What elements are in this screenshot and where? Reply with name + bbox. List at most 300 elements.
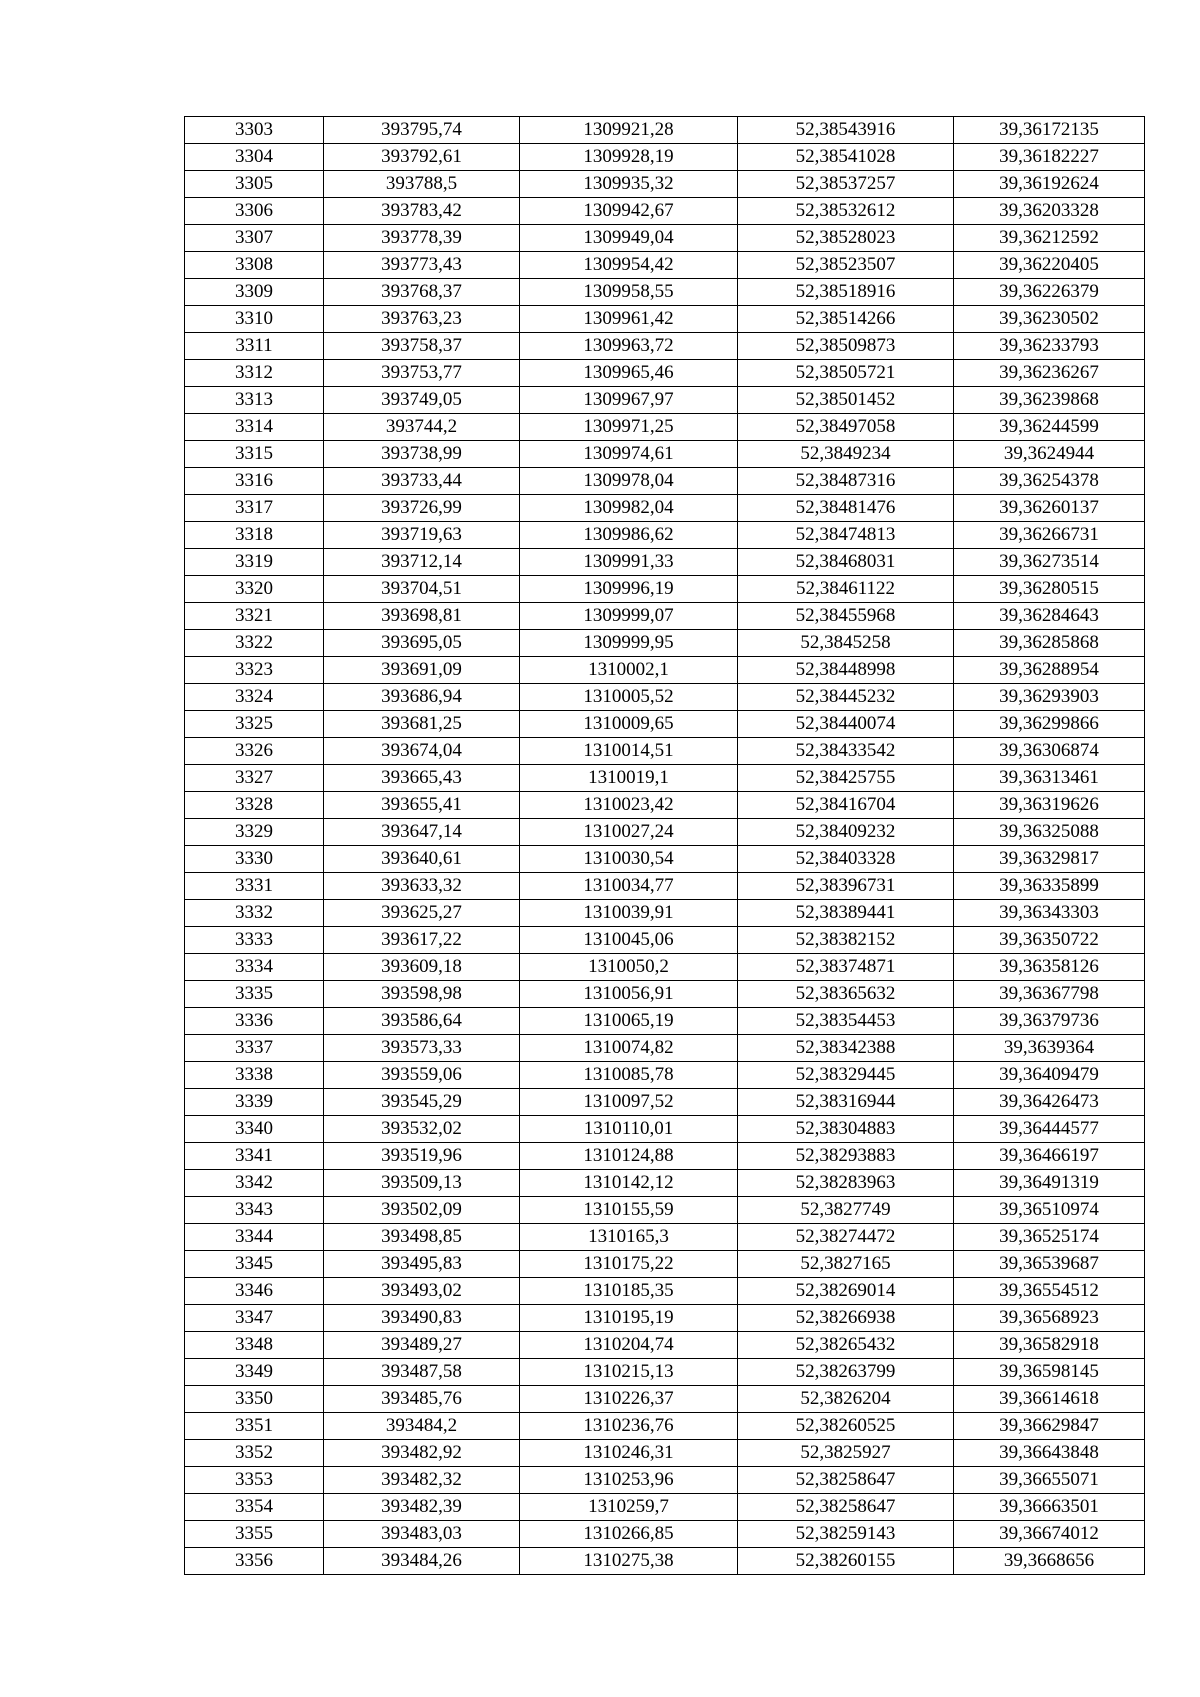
point-number-cell: 3343 — [185, 1197, 324, 1224]
x-coordinate-cell: 393484,2 — [324, 1413, 520, 1440]
x-coordinate-cell: 393698,81 — [324, 603, 520, 630]
latitude-cell: 52,38514266 — [738, 306, 954, 333]
table-row — [185, 1440, 1145, 1467]
point-number-cell: 3311 — [185, 333, 324, 360]
longitude-cell: 39,36598145 — [954, 1359, 1145, 1386]
latitude-cell: 52,38455968 — [738, 603, 954, 630]
latitude-cell: 52,38481476 — [738, 495, 954, 522]
table-row — [185, 900, 1145, 927]
table-row — [185, 819, 1145, 846]
x-coordinate-cell: 393490,83 — [324, 1305, 520, 1332]
latitude-cell: 52,38316944 — [738, 1089, 954, 1116]
y-coordinate-cell: 1309928,19 — [520, 144, 738, 171]
x-coordinate-cell: 393792,61 — [324, 144, 520, 171]
table-row — [185, 1359, 1145, 1386]
x-coordinate-cell: 393487,58 — [324, 1359, 520, 1386]
point-number-cell: 3341 — [185, 1143, 324, 1170]
latitude-cell: 52,38283963 — [738, 1170, 954, 1197]
point-number-cell: 3327 — [185, 765, 324, 792]
table-row — [185, 1494, 1145, 1521]
point-number-cell: 3347 — [185, 1305, 324, 1332]
y-coordinate-cell: 1310110,01 — [520, 1116, 738, 1143]
table-row — [185, 144, 1145, 171]
point-number-cell: 3333 — [185, 927, 324, 954]
x-coordinate-cell: 393686,94 — [324, 684, 520, 711]
point-number-cell: 3304 — [185, 144, 324, 171]
point-number-cell: 3323 — [185, 657, 324, 684]
x-coordinate-cell: 393495,83 — [324, 1251, 520, 1278]
y-coordinate-cell: 1309954,42 — [520, 252, 738, 279]
longitude-cell: 39,36444577 — [954, 1116, 1145, 1143]
coordinates-table — [184, 116, 1145, 1575]
latitude-cell: 52,38365632 — [738, 981, 954, 1008]
table-row — [185, 414, 1145, 441]
point-number-cell: 3314 — [185, 414, 324, 441]
y-coordinate-cell: 1310009,65 — [520, 711, 738, 738]
y-coordinate-cell: 1310085,78 — [520, 1062, 738, 1089]
x-coordinate-cell: 393559,06 — [324, 1062, 520, 1089]
point-number-cell: 3340 — [185, 1116, 324, 1143]
x-coordinate-cell: 393674,04 — [324, 738, 520, 765]
latitude-cell: 52,38448998 — [738, 657, 954, 684]
point-number-cell: 3321 — [185, 603, 324, 630]
point-number-cell: 3337 — [185, 1035, 324, 1062]
point-number-cell: 3305 — [185, 171, 324, 198]
table-row — [185, 684, 1145, 711]
x-coordinate-cell: 393733,44 — [324, 468, 520, 495]
x-coordinate-cell: 393625,27 — [324, 900, 520, 927]
table-row — [185, 765, 1145, 792]
x-coordinate-cell: 393493,02 — [324, 1278, 520, 1305]
latitude-cell: 52,38543916 — [738, 117, 954, 144]
latitude-cell: 52,38329445 — [738, 1062, 954, 1089]
y-coordinate-cell: 1310124,88 — [520, 1143, 738, 1170]
point-number-cell: 3316 — [185, 468, 324, 495]
table-row — [185, 306, 1145, 333]
latitude-cell: 52,38396731 — [738, 873, 954, 900]
latitude-cell: 52,38532612 — [738, 198, 954, 225]
latitude-cell: 52,38433542 — [738, 738, 954, 765]
longitude-cell: 39,36367798 — [954, 981, 1145, 1008]
y-coordinate-cell: 1310074,82 — [520, 1035, 738, 1062]
x-coordinate-cell: 393788,5 — [324, 171, 520, 198]
longitude-cell: 39,36233793 — [954, 333, 1145, 360]
table-row — [185, 1413, 1145, 1440]
latitude-cell: 52,38487316 — [738, 468, 954, 495]
x-coordinate-cell: 393744,2 — [324, 414, 520, 441]
x-coordinate-cell: 393498,85 — [324, 1224, 520, 1251]
x-coordinate-cell: 393640,61 — [324, 846, 520, 873]
x-coordinate-cell: 393712,14 — [324, 549, 520, 576]
longitude-cell: 39,36466197 — [954, 1143, 1145, 1170]
point-number-cell: 3313 — [185, 387, 324, 414]
table-row — [185, 981, 1145, 1008]
latitude-cell: 52,38505721 — [738, 360, 954, 387]
latitude-cell: 52,3849234 — [738, 441, 954, 468]
latitude-cell: 52,38382152 — [738, 927, 954, 954]
point-number-cell: 3306 — [185, 198, 324, 225]
table-row — [185, 1089, 1145, 1116]
y-coordinate-cell: 1309942,67 — [520, 198, 738, 225]
table-row — [185, 1332, 1145, 1359]
point-number-cell: 3344 — [185, 1224, 324, 1251]
table-row — [185, 387, 1145, 414]
latitude-cell: 52,38258647 — [738, 1494, 954, 1521]
point-number-cell: 3325 — [185, 711, 324, 738]
x-coordinate-cell: 393609,18 — [324, 954, 520, 981]
table-row — [185, 1521, 1145, 1548]
table-row — [185, 495, 1145, 522]
table-row — [185, 711, 1145, 738]
point-number-cell: 3307 — [185, 225, 324, 252]
longitude-cell: 39,36614618 — [954, 1386, 1145, 1413]
y-coordinate-cell: 1310165,3 — [520, 1224, 738, 1251]
y-coordinate-cell: 1309971,25 — [520, 414, 738, 441]
y-coordinate-cell: 1309963,72 — [520, 333, 738, 360]
y-coordinate-cell: 1310023,42 — [520, 792, 738, 819]
point-number-cell: 3330 — [185, 846, 324, 873]
latitude-cell: 52,38528023 — [738, 225, 954, 252]
latitude-cell: 52,3827165 — [738, 1251, 954, 1278]
latitude-cell: 52,38269014 — [738, 1278, 954, 1305]
longitude-cell: 39,36244599 — [954, 414, 1145, 441]
longitude-cell: 39,36260137 — [954, 495, 1145, 522]
longitude-cell: 39,36230502 — [954, 306, 1145, 333]
x-coordinate-cell: 393633,32 — [324, 873, 520, 900]
table-row — [185, 1251, 1145, 1278]
y-coordinate-cell: 1309974,61 — [520, 441, 738, 468]
latitude-cell: 52,38258647 — [738, 1467, 954, 1494]
longitude-cell: 39,36358126 — [954, 954, 1145, 981]
point-number-cell: 3351 — [185, 1413, 324, 1440]
x-coordinate-cell: 393519,96 — [324, 1143, 520, 1170]
longitude-cell: 39,36203328 — [954, 198, 1145, 225]
point-number-cell: 3309 — [185, 279, 324, 306]
y-coordinate-cell: 1309978,04 — [520, 468, 738, 495]
table-row — [185, 738, 1145, 765]
x-coordinate-cell: 393489,27 — [324, 1332, 520, 1359]
y-coordinate-cell: 1310002,1 — [520, 657, 738, 684]
table-row — [185, 1008, 1145, 1035]
y-coordinate-cell: 1309967,97 — [520, 387, 738, 414]
table-row — [185, 954, 1145, 981]
point-number-cell: 3315 — [185, 441, 324, 468]
latitude-cell: 52,38274472 — [738, 1224, 954, 1251]
y-coordinate-cell: 1310215,13 — [520, 1359, 738, 1386]
x-coordinate-cell: 393598,98 — [324, 981, 520, 1008]
longitude-cell: 39,36629847 — [954, 1413, 1145, 1440]
x-coordinate-cell: 393483,03 — [324, 1521, 520, 1548]
y-coordinate-cell: 1309949,04 — [520, 225, 738, 252]
longitude-cell: 39,36226379 — [954, 279, 1145, 306]
longitude-cell: 39,3639364 — [954, 1035, 1145, 1062]
y-coordinate-cell: 1310226,37 — [520, 1386, 738, 1413]
longitude-cell: 39,36325088 — [954, 819, 1145, 846]
y-coordinate-cell: 1310246,31 — [520, 1440, 738, 1467]
longitude-cell: 39,36343303 — [954, 900, 1145, 927]
point-number-cell: 3346 — [185, 1278, 324, 1305]
longitude-cell: 39,36212592 — [954, 225, 1145, 252]
latitude-cell: 52,38293883 — [738, 1143, 954, 1170]
point-number-cell: 3342 — [185, 1170, 324, 1197]
longitude-cell: 39,36239868 — [954, 387, 1145, 414]
x-coordinate-cell: 393749,05 — [324, 387, 520, 414]
x-coordinate-cell: 393695,05 — [324, 630, 520, 657]
y-coordinate-cell: 1310050,2 — [520, 954, 738, 981]
table-row — [185, 198, 1145, 225]
point-number-cell: 3324 — [185, 684, 324, 711]
point-number-cell: 3318 — [185, 522, 324, 549]
x-coordinate-cell: 393726,99 — [324, 495, 520, 522]
table-row — [185, 1143, 1145, 1170]
latitude-cell: 52,38497058 — [738, 414, 954, 441]
point-number-cell: 3317 — [185, 495, 324, 522]
x-coordinate-cell: 393758,37 — [324, 333, 520, 360]
latitude-cell: 52,38440074 — [738, 711, 954, 738]
y-coordinate-cell: 1309961,42 — [520, 306, 738, 333]
y-coordinate-cell: 1310275,38 — [520, 1548, 738, 1575]
point-number-cell: 3328 — [185, 792, 324, 819]
latitude-cell: 52,38537257 — [738, 171, 954, 198]
table-row — [185, 225, 1145, 252]
table-row — [185, 1386, 1145, 1413]
longitude-cell: 39,36663501 — [954, 1494, 1145, 1521]
point-number-cell: 3336 — [185, 1008, 324, 1035]
y-coordinate-cell: 1309991,33 — [520, 549, 738, 576]
point-number-cell: 3338 — [185, 1062, 324, 1089]
point-number-cell: 3331 — [185, 873, 324, 900]
table-row — [185, 630, 1145, 657]
longitude-cell: 39,36379736 — [954, 1008, 1145, 1035]
y-coordinate-cell: 1310045,06 — [520, 927, 738, 954]
x-coordinate-cell: 393704,51 — [324, 576, 520, 603]
longitude-cell: 39,36284643 — [954, 603, 1145, 630]
x-coordinate-cell: 393753,77 — [324, 360, 520, 387]
y-coordinate-cell: 1310065,19 — [520, 1008, 738, 1035]
y-coordinate-cell: 1310014,51 — [520, 738, 738, 765]
y-coordinate-cell: 1309935,32 — [520, 171, 738, 198]
longitude-cell: 39,36306874 — [954, 738, 1145, 765]
latitude-cell: 52,38354453 — [738, 1008, 954, 1035]
latitude-cell: 52,38259143 — [738, 1521, 954, 1548]
point-number-cell: 3329 — [185, 819, 324, 846]
point-number-cell: 3312 — [185, 360, 324, 387]
point-number-cell: 3310 — [185, 306, 324, 333]
table-row — [185, 279, 1145, 306]
latitude-cell: 52,38523507 — [738, 252, 954, 279]
longitude-cell: 39,36273514 — [954, 549, 1145, 576]
coordinates-table-body — [185, 117, 1145, 1575]
table-row — [185, 522, 1145, 549]
table-row — [185, 252, 1145, 279]
table-row — [185, 1170, 1145, 1197]
latitude-cell: 52,38541028 — [738, 144, 954, 171]
table-row — [185, 468, 1145, 495]
point-number-cell: 3308 — [185, 252, 324, 279]
table-row — [185, 1062, 1145, 1089]
table-row — [185, 1278, 1145, 1305]
latitude-cell: 52,38425755 — [738, 765, 954, 792]
longitude-cell: 39,36491319 — [954, 1170, 1145, 1197]
point-number-cell: 3322 — [185, 630, 324, 657]
x-coordinate-cell: 393778,39 — [324, 225, 520, 252]
table-row — [185, 1305, 1145, 1332]
latitude-cell: 52,38461122 — [738, 576, 954, 603]
y-coordinate-cell: 1310019,1 — [520, 765, 738, 792]
point-number-cell: 3355 — [185, 1521, 324, 1548]
point-number-cell: 3350 — [185, 1386, 324, 1413]
point-number-cell: 3320 — [185, 576, 324, 603]
table-row — [185, 657, 1145, 684]
table-row — [185, 873, 1145, 900]
longitude-cell: 39,36539687 — [954, 1251, 1145, 1278]
y-coordinate-cell: 1310056,91 — [520, 981, 738, 1008]
x-coordinate-cell: 393783,42 — [324, 198, 520, 225]
y-coordinate-cell: 1309921,28 — [520, 117, 738, 144]
table-row — [185, 117, 1145, 144]
point-number-cell: 3332 — [185, 900, 324, 927]
x-coordinate-cell: 393586,64 — [324, 1008, 520, 1035]
y-coordinate-cell: 1309986,62 — [520, 522, 738, 549]
y-coordinate-cell: 1309965,46 — [520, 360, 738, 387]
table-row — [185, 1467, 1145, 1494]
y-coordinate-cell: 1310027,24 — [520, 819, 738, 846]
longitude-cell: 39,36350722 — [954, 927, 1145, 954]
latitude-cell: 52,38509873 — [738, 333, 954, 360]
y-coordinate-cell: 1310185,35 — [520, 1278, 738, 1305]
x-coordinate-cell: 393773,43 — [324, 252, 520, 279]
table-row — [185, 441, 1145, 468]
latitude-cell: 52,3825927 — [738, 1440, 954, 1467]
y-coordinate-cell: 1310175,22 — [520, 1251, 738, 1278]
x-coordinate-cell: 393768,37 — [324, 279, 520, 306]
table-row — [185, 360, 1145, 387]
x-coordinate-cell: 393573,33 — [324, 1035, 520, 1062]
longitude-cell: 39,36582918 — [954, 1332, 1145, 1359]
point-number-cell: 3326 — [185, 738, 324, 765]
x-coordinate-cell: 393647,14 — [324, 819, 520, 846]
longitude-cell: 39,36293903 — [954, 684, 1145, 711]
y-coordinate-cell: 1310034,77 — [520, 873, 738, 900]
point-number-cell: 3349 — [185, 1359, 324, 1386]
x-coordinate-cell: 393509,13 — [324, 1170, 520, 1197]
latitude-cell: 52,3826204 — [738, 1386, 954, 1413]
point-number-cell: 3334 — [185, 954, 324, 981]
longitude-cell: 39,36409479 — [954, 1062, 1145, 1089]
table-row — [185, 333, 1145, 360]
x-coordinate-cell: 393655,41 — [324, 792, 520, 819]
point-number-cell: 3356 — [185, 1548, 324, 1575]
point-number-cell: 3303 — [185, 117, 324, 144]
longitude-cell: 39,36313461 — [954, 765, 1145, 792]
y-coordinate-cell: 1310236,76 — [520, 1413, 738, 1440]
longitude-cell: 39,36254378 — [954, 468, 1145, 495]
table-row — [185, 549, 1145, 576]
y-coordinate-cell: 1309999,07 — [520, 603, 738, 630]
latitude-cell: 52,38389441 — [738, 900, 954, 927]
longitude-cell: 39,3624944 — [954, 441, 1145, 468]
table-row — [185, 846, 1145, 873]
latitude-cell: 52,38468031 — [738, 549, 954, 576]
longitude-cell: 39,36554512 — [954, 1278, 1145, 1305]
latitude-cell: 52,38374871 — [738, 954, 954, 981]
table-row — [185, 1548, 1145, 1575]
y-coordinate-cell: 1310266,85 — [520, 1521, 738, 1548]
latitude-cell: 52,38342388 — [738, 1035, 954, 1062]
x-coordinate-cell: 393738,99 — [324, 441, 520, 468]
point-number-cell: 3339 — [185, 1089, 324, 1116]
longitude-cell: 39,36643848 — [954, 1440, 1145, 1467]
longitude-cell: 39,36192624 — [954, 171, 1145, 198]
x-coordinate-cell: 393691,09 — [324, 657, 520, 684]
point-number-cell: 3354 — [185, 1494, 324, 1521]
x-coordinate-cell: 393482,39 — [324, 1494, 520, 1521]
latitude-cell: 52,38416704 — [738, 792, 954, 819]
x-coordinate-cell: 393665,43 — [324, 765, 520, 792]
x-coordinate-cell: 393681,25 — [324, 711, 520, 738]
longitude-cell: 39,36299866 — [954, 711, 1145, 738]
longitude-cell: 39,36220405 — [954, 252, 1145, 279]
point-number-cell: 3352 — [185, 1440, 324, 1467]
y-coordinate-cell: 1310097,52 — [520, 1089, 738, 1116]
x-coordinate-cell: 393795,74 — [324, 117, 520, 144]
longitude-cell: 39,36568923 — [954, 1305, 1145, 1332]
table-row — [185, 171, 1145, 198]
x-coordinate-cell: 393532,02 — [324, 1116, 520, 1143]
latitude-cell: 52,38260525 — [738, 1413, 954, 1440]
x-coordinate-cell: 393719,63 — [324, 522, 520, 549]
longitude-cell: 39,36280515 — [954, 576, 1145, 603]
point-number-cell: 3319 — [185, 549, 324, 576]
table-row — [185, 1116, 1145, 1143]
longitude-cell: 39,36329817 — [954, 846, 1145, 873]
y-coordinate-cell: 1310155,59 — [520, 1197, 738, 1224]
y-coordinate-cell: 1309958,55 — [520, 279, 738, 306]
longitude-cell: 39,36525174 — [954, 1224, 1145, 1251]
latitude-cell: 52,38518916 — [738, 279, 954, 306]
longitude-cell: 39,36335899 — [954, 873, 1145, 900]
latitude-cell: 52,38304883 — [738, 1116, 954, 1143]
table-row — [185, 1197, 1145, 1224]
point-number-cell: 3345 — [185, 1251, 324, 1278]
x-coordinate-cell: 393484,26 — [324, 1548, 520, 1575]
latitude-cell: 52,38474813 — [738, 522, 954, 549]
y-coordinate-cell: 1310030,54 — [520, 846, 738, 873]
y-coordinate-cell: 1310259,7 — [520, 1494, 738, 1521]
y-coordinate-cell: 1310039,91 — [520, 900, 738, 927]
x-coordinate-cell: 393502,09 — [324, 1197, 520, 1224]
latitude-cell: 52,38403328 — [738, 846, 954, 873]
latitude-cell: 52,38260155 — [738, 1548, 954, 1575]
table-row — [185, 576, 1145, 603]
x-coordinate-cell: 393482,32 — [324, 1467, 520, 1494]
longitude-cell: 39,36285868 — [954, 630, 1145, 657]
table-row — [185, 1224, 1145, 1251]
longitude-cell: 39,3668656 — [954, 1548, 1145, 1575]
y-coordinate-cell: 1310204,74 — [520, 1332, 738, 1359]
longitude-cell: 39,36319626 — [954, 792, 1145, 819]
x-coordinate-cell: 393617,22 — [324, 927, 520, 954]
table-row — [185, 927, 1145, 954]
longitude-cell: 39,36266731 — [954, 522, 1145, 549]
point-number-cell: 3353 — [185, 1467, 324, 1494]
longitude-cell: 39,36674012 — [954, 1521, 1145, 1548]
latitude-cell: 52,38265432 — [738, 1332, 954, 1359]
point-number-cell: 3348 — [185, 1332, 324, 1359]
longitude-cell: 39,36426473 — [954, 1089, 1145, 1116]
latitude-cell: 52,38409232 — [738, 819, 954, 846]
x-coordinate-cell: 393482,92 — [324, 1440, 520, 1467]
